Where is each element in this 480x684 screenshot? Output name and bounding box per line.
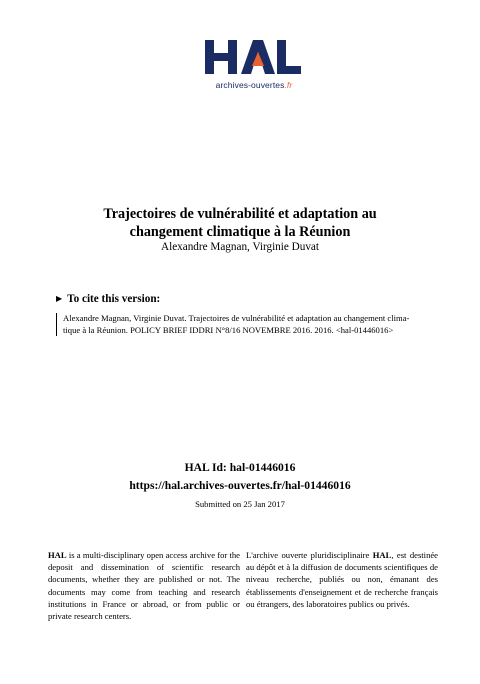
document-title bbox=[40, 205, 440, 241]
triangle-right-icon: ▶ bbox=[56, 294, 63, 303]
citation-line-2: tique à la Réunion. POLICY BRIEF IDDRI N°8/16 NOVEMBRE 2016. 2016. <hal-01446016> bbox=[63, 324, 394, 335]
title-line-1: Trajectoires de vulnérabilité et adaptation au bbox=[103, 206, 377, 222]
cite-heading: ▶ To cite this version: bbox=[56, 293, 161, 305]
document-authors: Alexandre Magnan, Virginie Duvat bbox=[161, 241, 319, 253]
hal-id: HAL Id: hal-01446016 bbox=[184, 461, 296, 474]
hal-logo-mark bbox=[203, 36, 305, 78]
title-line-2: changement climatique à la Réunion bbox=[129, 224, 351, 240]
citation-text bbox=[56, 313, 461, 336]
french-description-pre: L'archive ouverte pluridisciplinaire bbox=[246, 550, 373, 560]
hal-lead-en: HAL bbox=[48, 550, 67, 560]
french-description-text: , est destinée au dépôt et à la diffusion de documents scientifiques de niveau recherche, publiés ou non, émanant des établissements d'enseignement et de recherche français ou étrangers, des laboratoires publics ou privés. bbox=[246, 550, 438, 609]
hal-logo-subtitle: archives-ouvertes.fr bbox=[215, 80, 293, 90]
citation-line-1: Alexandre Magnan, Virginie Duvat. Trajectoires de vulnérabilité et adaptation au changement clima- bbox=[63, 313, 410, 323]
submission-date: Submitted on 25 Jan 2017 bbox=[195, 499, 285, 509]
hal-lead-fr: HAL bbox=[372, 550, 392, 560]
french-description bbox=[246, 549, 438, 610]
english-description bbox=[48, 549, 240, 622]
hal-logo bbox=[203, 36, 305, 98]
english-description-text: is a multi-disciplinary open access archive for the deposit and dissemination of scientific research documents, whether they are published or not. The documents may come from teaching and research institutions in France or abroad, or from public or private research centers. bbox=[48, 550, 240, 622]
hal-url-link[interactable]: https://hal.archives-ouvertes.fr/hal-01446016 bbox=[129, 479, 351, 492]
